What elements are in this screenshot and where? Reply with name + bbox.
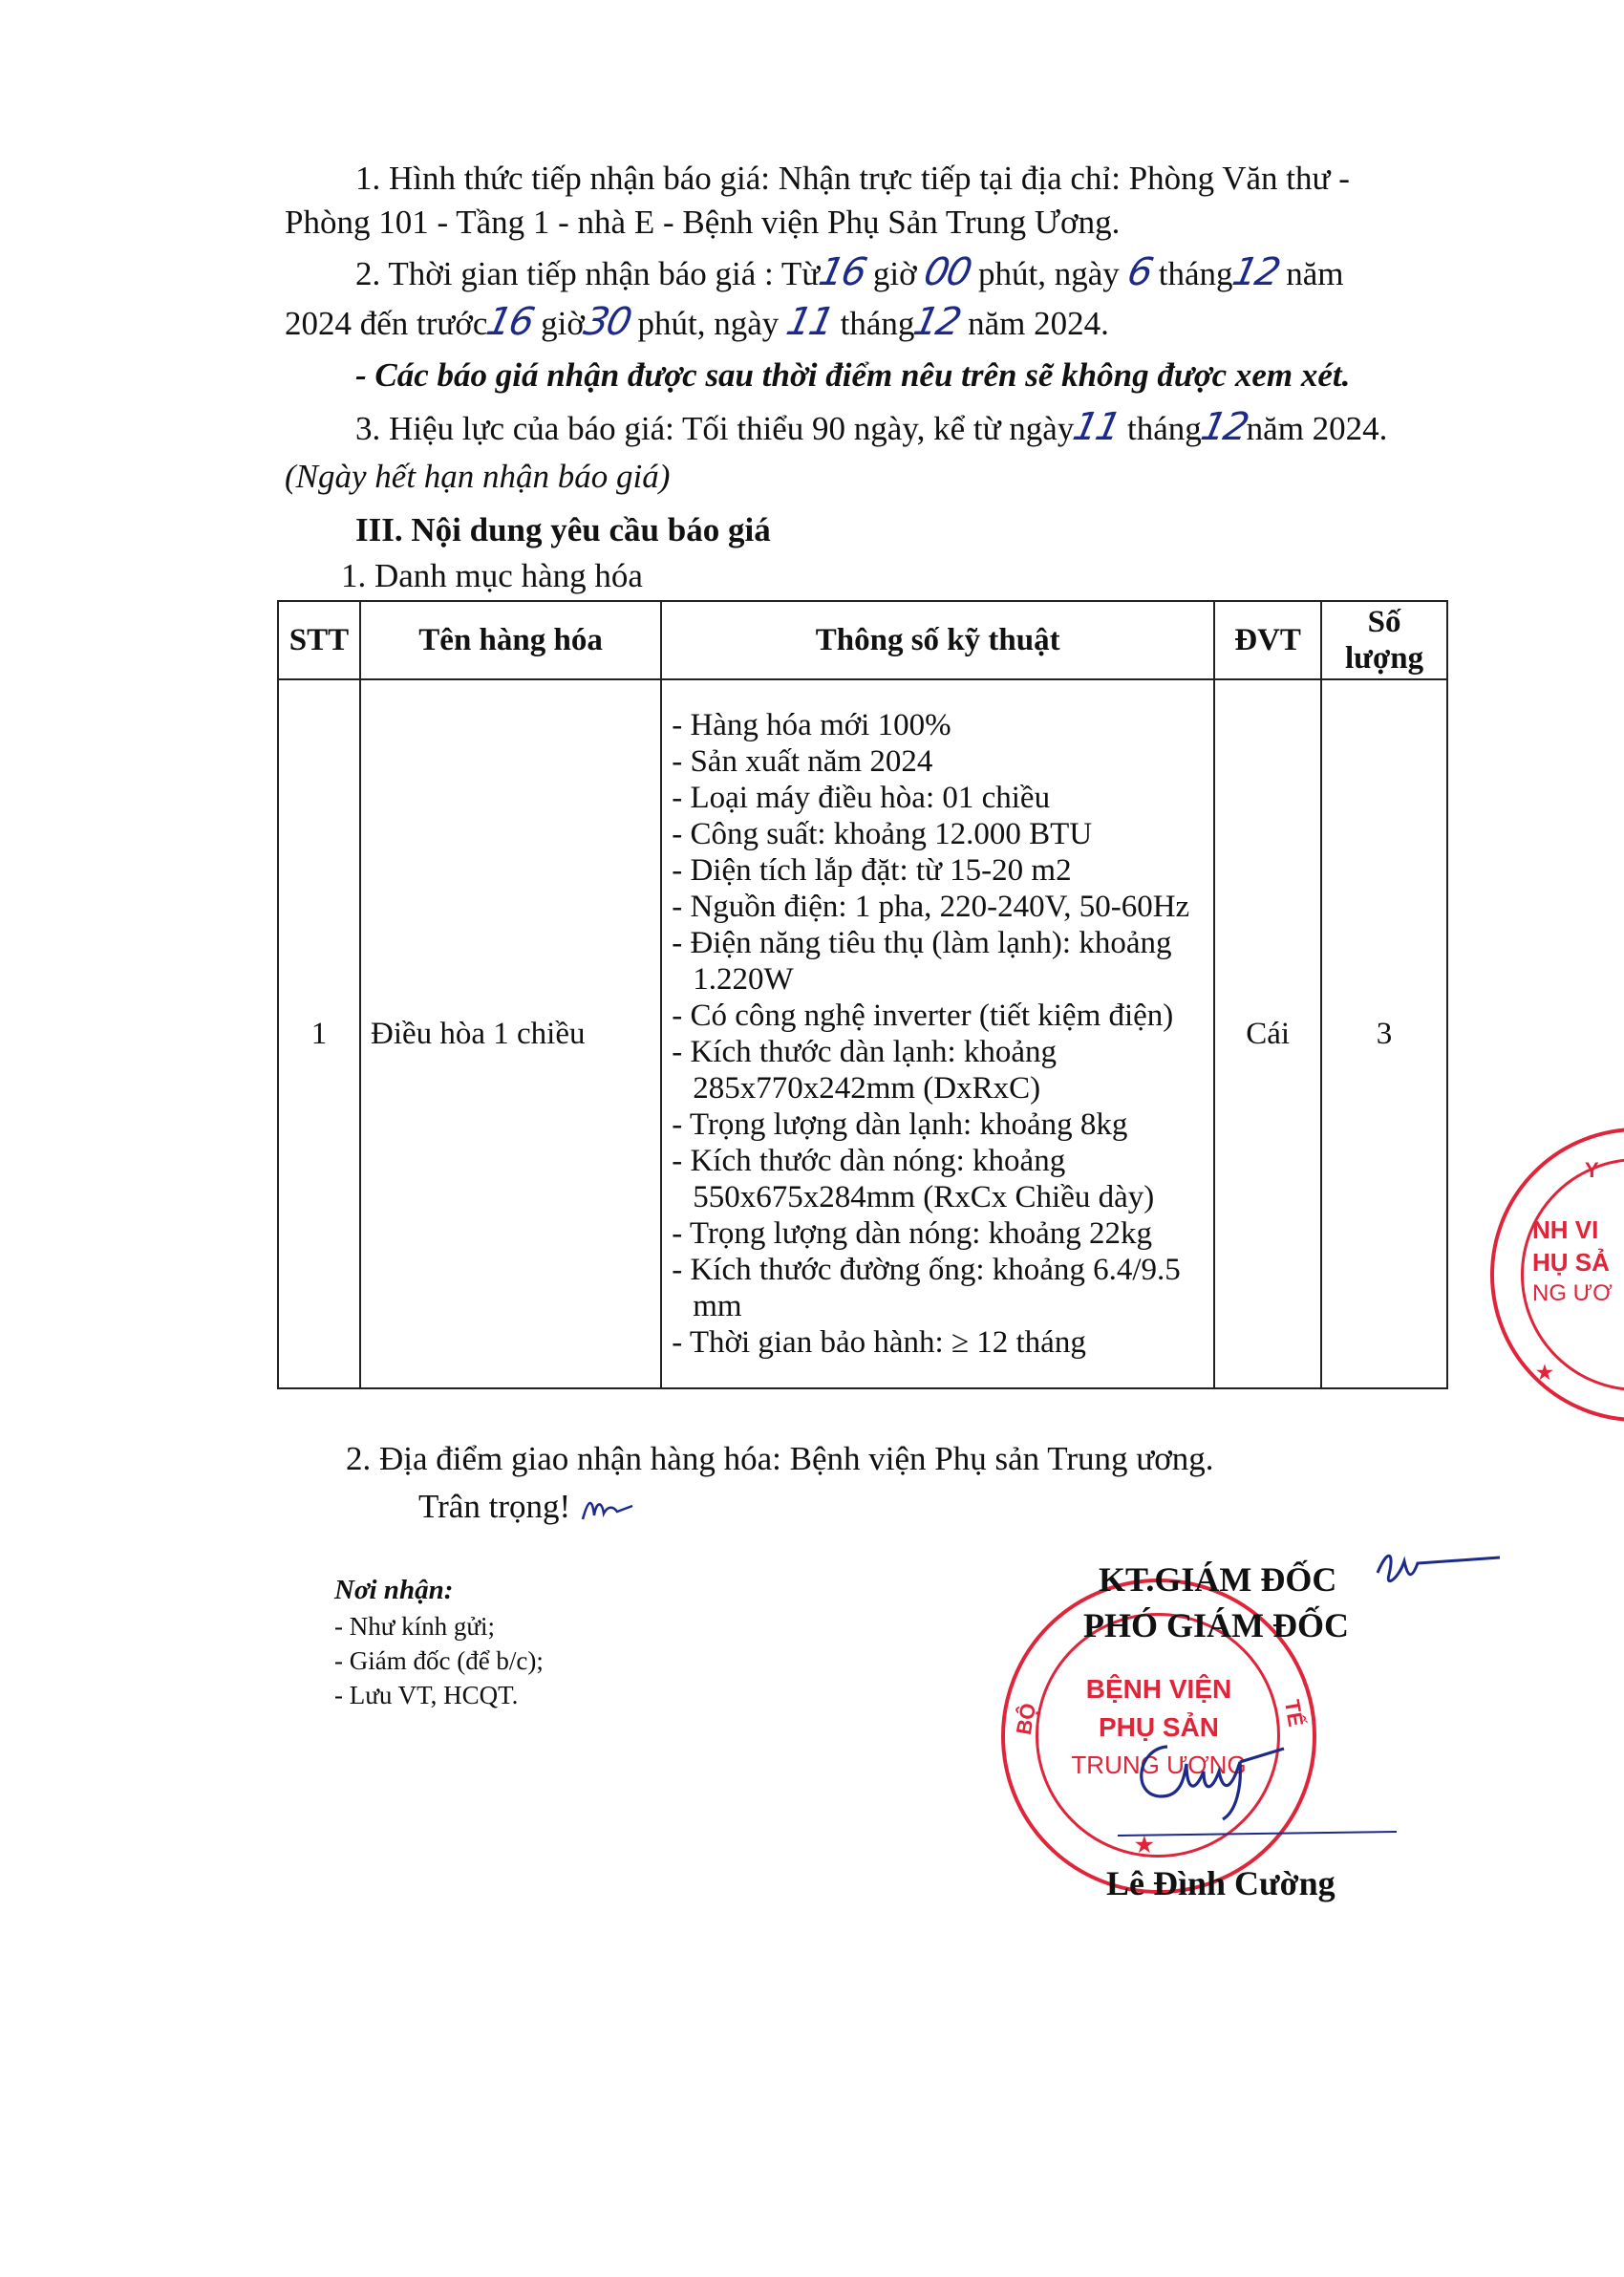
- header-specifications: Thông số kỹ thuật: [661, 601, 1214, 679]
- edge-stamp-top-text: Y: [1585, 1158, 1599, 1182]
- stamp-right-text: TẾ: [1279, 1697, 1309, 1729]
- spec-item: - Hàng hóa mới 100%: [672, 708, 951, 742]
- signatory-name: Lê Đình Cường: [1106, 1864, 1336, 1902]
- recipients-title: Nơi nhận:: [334, 1575, 454, 1605]
- goods-list-title: 1. Danh mục hàng hóa: [341, 557, 643, 594]
- spec-list: [672, 705, 1204, 1363]
- regards-line: Trân trọng!: [418, 1483, 636, 1531]
- spec-item: - Diện tích lắp đặt: từ 15-20 m2: [672, 853, 1072, 888]
- section-heading: III. Nội dung yêu cầu báo giá: [355, 511, 771, 548]
- handwritten-day-from: 6: [1122, 250, 1155, 294]
- receipt-method-line1: 1. Hình thức tiếp nhận báo giá: Nhận trực tiếp tại địa chỉ: Phòng Văn thư -: [355, 160, 1350, 197]
- recipient-item: - Lưu VT, HCQT.: [334, 1681, 519, 1709]
- quote-expiry-note: (Ngày hết hạn nhận báo giá): [285, 458, 671, 495]
- spec-item: - Kích thước dàn lạnh: khoảng 285x770x242mm (DxRxC): [672, 1035, 1058, 1106]
- spec-item: - Sản xuất năm 2024: [672, 744, 933, 779]
- cell-specifications: [661, 679, 1214, 1388]
- handwritten-day-to: 11: [782, 300, 837, 344]
- header-quantity: Số lượng: [1321, 601, 1447, 679]
- table-header-row: [278, 601, 1447, 679]
- spec-item: - Thời gian bảo hành: ≥ 12 tháng: [672, 1325, 1086, 1360]
- goods-table: [277, 600, 1448, 1389]
- receipt-time-line2: 2024 đến trước16 giờ30 phút, ngày 11 tháng12 năm 2024.: [285, 300, 1109, 344]
- signature-underline: [1114, 1827, 1400, 1840]
- table-row: [278, 679, 1447, 1388]
- handwritten-signature: [1123, 1720, 1295, 1825]
- delivery-location: 2. Địa điểm giao nhận hàng hóa: Bệnh viện Phụ sản Trung ương.: [346, 1440, 1214, 1477]
- stamp-line1: BỆNH VIỆN: [1085, 1674, 1232, 1704]
- stamp-line3: TRUNG ƯƠNG: [1071, 1751, 1247, 1779]
- edge-stamp-line3: NG ƯƠ: [1532, 1280, 1613, 1306]
- recipient-item: - Giám đốc (để b/c);: [334, 1646, 544, 1675]
- edge-stamp-line1: NH VI: [1532, 1215, 1599, 1244]
- handwritten-validity-day: 11: [1069, 405, 1124, 449]
- initials-mark: [579, 1493, 636, 1527]
- edge-stamp: [1490, 1128, 1624, 1422]
- stamp-star-icon: ★: [1135, 1833, 1154, 1857]
- cell-quantity: 3: [1321, 679, 1447, 1388]
- cell-unit: Cái: [1214, 679, 1321, 1388]
- edge-stamp-star-icon: ★: [1536, 1363, 1553, 1384]
- handwritten-minute-to: 30: [579, 300, 634, 344]
- spec-item: - Trọng lượng dàn lạnh: khoảng 8kg: [672, 1107, 1128, 1142]
- stamp-line2: PHỤ SẢN: [1098, 1712, 1219, 1742]
- handwritten-hour-to: 16: [482, 300, 538, 344]
- recipient-item: - Như kính gửi;: [334, 1612, 496, 1641]
- signature-title-line2: PHÓ GIÁM ĐỐC: [1083, 1606, 1349, 1644]
- header-stt: STT: [278, 601, 360, 679]
- quote-validity-line: 3. Hiệu lực của báo giá: Tối thiểu 90 ngày, kể từ ngày11 tháng12năm 2024.: [355, 405, 1388, 449]
- approval-initial-mark: [1366, 1540, 1509, 1607]
- handwritten-month-to: 12: [909, 300, 965, 344]
- signature-title-line1: KT.GIÁM ĐỐC: [1099, 1560, 1337, 1599]
- spec-item: - Nguồn điện: 1 pha, 220-240V, 50-60Hz: [672, 890, 1190, 924]
- cell-stt: 1: [278, 679, 360, 1388]
- spec-item: - Kích thước dàn nóng: khoảng 550x675x284mm (RxCx Chiều dày): [672, 1144, 1155, 1214]
- handwritten-validity-month: 12: [1196, 405, 1251, 449]
- late-quote-note: - Các báo giá nhận được sau thời điểm nêu trên sẽ không được xem xét.: [355, 356, 1351, 394]
- spec-item: - Trọng lượng dàn nóng: khoảng 22kg: [672, 1216, 1153, 1251]
- edge-stamp-line2: HỤ SẢ: [1532, 1248, 1610, 1277]
- spec-item: - Loại máy điều hòa: 01 chiều: [672, 781, 1051, 815]
- receipt-method-line2: Phòng 101 - Tầng 1 - nhà E - Bệnh viện Phụ Sản Trung Ương.: [285, 204, 1121, 241]
- handwritten-hour-from: 16: [815, 250, 870, 294]
- handwritten-month-from: 12: [1228, 250, 1283, 294]
- spec-item: - Kích thước đường ống: khoảng 6.4/9.5 mm: [672, 1253, 1181, 1323]
- header-goods-name: Tên hàng hóa: [360, 601, 661, 679]
- receipt-time-line1: 2. Thời gian tiếp nhận báo giá : Từ16 giờ 00 phút, ngày 6 tháng12 năm: [355, 250, 1344, 294]
- spec-item: - Công suất: khoảng 12.000 BTU: [672, 817, 1093, 851]
- cell-goods-name: Điều hòa 1 chiều: [360, 679, 661, 1388]
- stamp-left-text: BỘ: [1011, 1701, 1041, 1737]
- header-unit: ĐVT: [1214, 601, 1321, 679]
- handwritten-minute-from: 00: [920, 250, 975, 294]
- spec-item: - Điện năng tiêu thụ (làm lạnh): khoảng 1.220W: [672, 926, 1172, 997]
- spec-item: - Có công nghệ inverter (tiết kiệm điện): [672, 999, 1174, 1033]
